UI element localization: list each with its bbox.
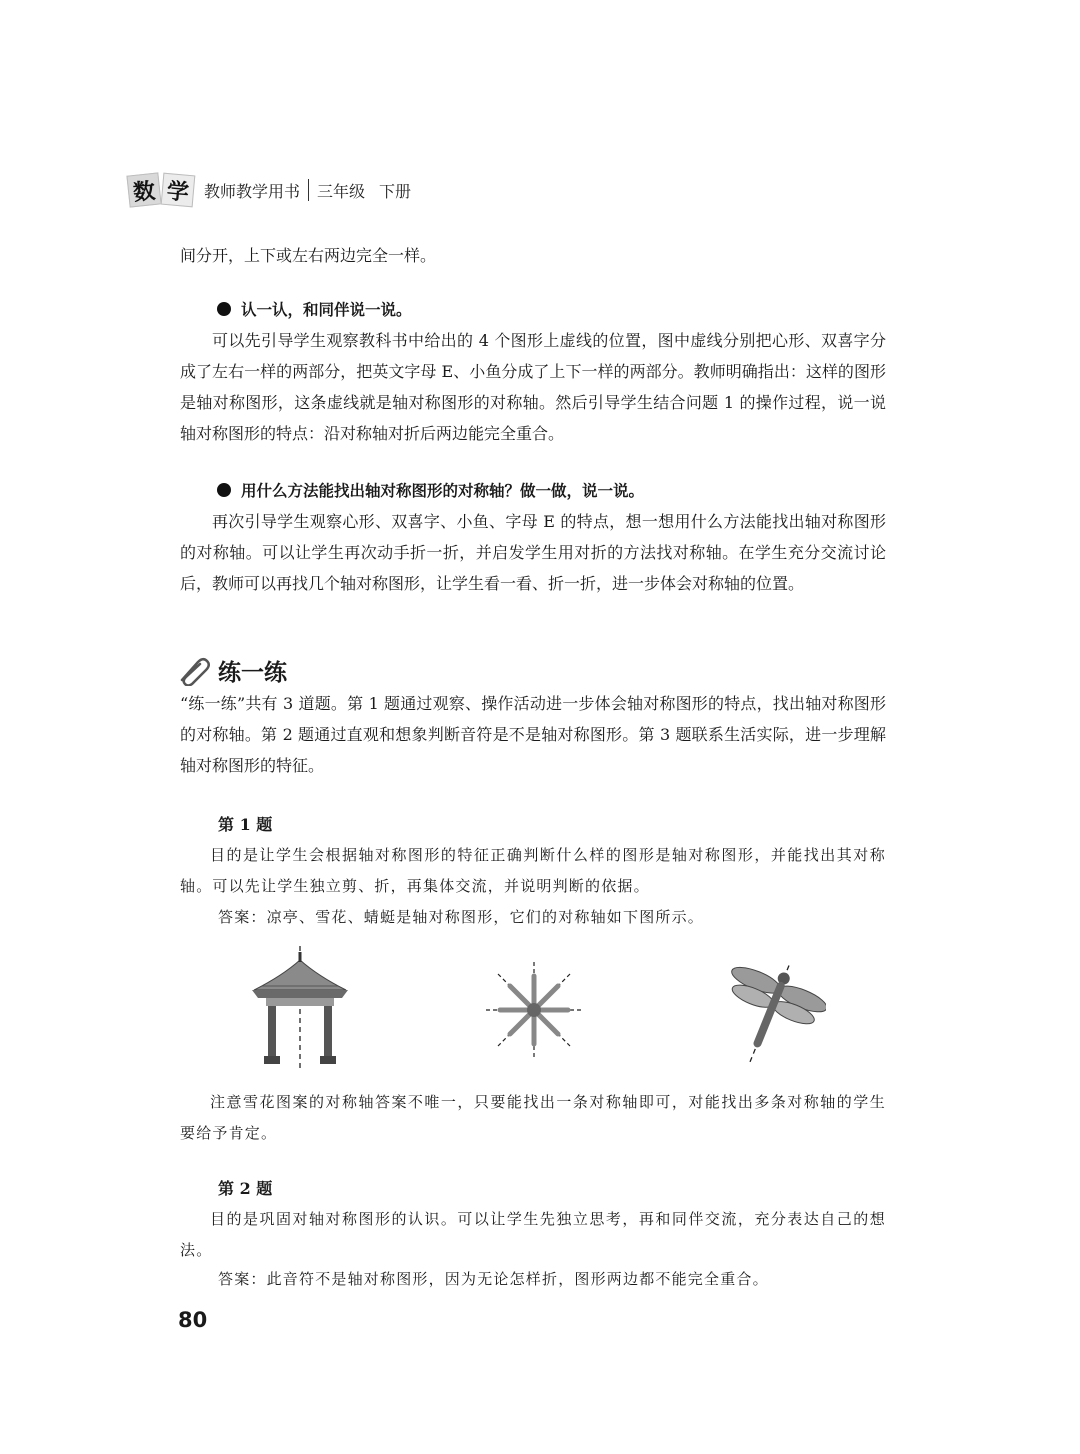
practice-heading-text: 练一练 [218, 660, 287, 686]
paperclip-icon [178, 656, 212, 686]
q2-purpose: 目的是巩固对轴对称图形的认识。可以让学生先独立思考，再和同伴交流，充分表达自己的想法。 [180, 1210, 886, 1259]
section1-heading [217, 298, 412, 320]
section2-heading-text: 用什么方法能找出轴对称图形的对称轴？做一做，说一说。 [241, 482, 645, 500]
intro-line: 间分开，上下或左右两边完全一样。 [180, 246, 437, 265]
header-divider [308, 179, 309, 201]
q1-note: 注意雪花图案的对称轴答案不唯一，只要能找出一条对称轴即可，对能找出多条对称轴的学生要给予肯定。 [180, 1093, 886, 1142]
section1-body: 可以先引导学生观察教科书中给出的 4 个图形上虚线的位置，图中虚线分别把心形、双喜字分成了左右一样的两部分，把英文字母 E、小鱼分成了上下一样的两部分。教师明确指出：这样的图形是轴对称图形，这条虚线就是轴对称图形的对称轴。然后引导学生结合问题 1 的操作过程，说一说轴对称图形的特点：沿对称轴对折后两边能完全重合。 [180, 331, 886, 443]
grade-label: 三年级 [317, 181, 366, 201]
logo-char-1: 数 [126, 172, 161, 207]
page-header [128, 172, 411, 208]
dragonfly-figure [716, 962, 826, 1066]
book-subtitle: 教师教学用书 [204, 181, 301, 201]
page-number: 80 [178, 1308, 208, 1332]
section2-body: 再次引导学生观察心形、双喜字、小鱼、字母 E 的特点，想一想用什么方法能找出轴对称图形的对称轴。可以让学生再次动手折一折，并启发学生用对折的方法找对称轴。在学生充分交流讨论后，教师可以再找几个轴对称图形，让学生看一看、折一折，进一步体会对称轴的位置。 [180, 512, 886, 593]
section1-heading-text: 认一认，和同伴说一说。 [241, 301, 412, 319]
pavilion-figure [248, 946, 352, 1070]
volume-label: 下册 [379, 181, 412, 201]
q2-answer: 答案：此音符不是轴对称图形，因为无论怎样折，图形两边都不能完全重合。 [218, 1270, 769, 1288]
q2-title: 第 2 题 [218, 1179, 273, 1198]
logo-char-2: 学 [161, 173, 196, 208]
q1-answer: 答案：凉亭、雪花、蜻蜓是轴对称图形，它们的对称轴如下图所示。 [218, 908, 705, 926]
snowflake-figure [486, 962, 582, 1058]
q1-title: 第 1 题 [218, 815, 273, 834]
q1-purpose: 目的是让学生会根据轴对称图形的特征正确判断什么样的图形是轴对称图形，并能找出其对称轴。可以先让学生独立剪、折，再集体交流，并说明判断的依据。 [180, 846, 886, 895]
practice-heading [178, 654, 287, 687]
bullet-dot-icon [217, 302, 231, 316]
section2-heading [217, 479, 644, 501]
bullet-dot-icon [217, 483, 231, 497]
practice-intro: “练一练”共有 3 道题。第 1 题通过观察、操作活动进一步体会轴对称图形的特点，找出轴对称图形的对称轴。第 2 题通过直观和想象判断音符是不是轴对称图形。第 3 题联系生活实际，进一步理解轴对称图形的特征。 [180, 694, 886, 775]
